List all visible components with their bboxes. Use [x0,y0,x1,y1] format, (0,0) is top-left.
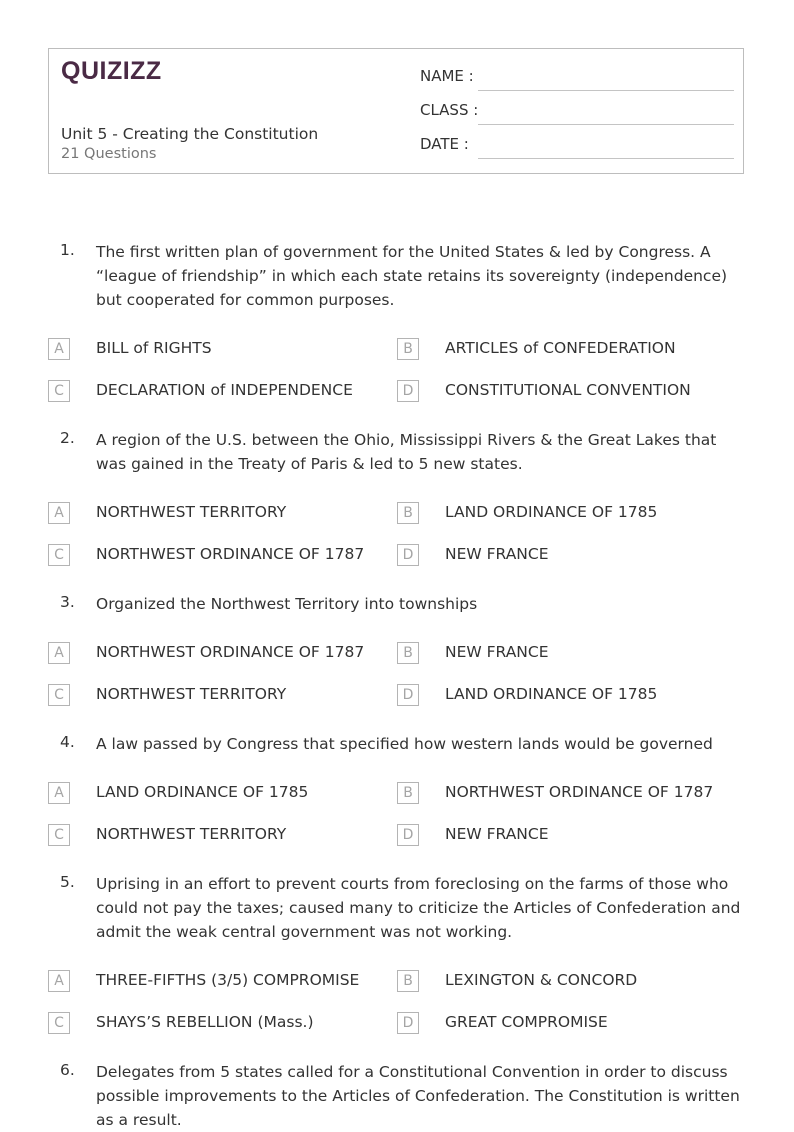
option-c-box[interactable]: C [48,380,70,402]
question-number: 1. [60,241,75,259]
option-d-text: NEW FRANCE [445,545,549,563]
option-a-text: THREE-FIFTHS (3/5) COMPROMISE [96,971,360,989]
worksheet-title: Unit 5 - Creating the Constitution [61,125,319,143]
question-number: 3. [60,593,75,611]
option-d-text: NEW FRANCE [445,825,549,843]
option-c-box[interactable]: C [48,1012,70,1034]
option-a-box[interactable]: A [48,338,70,360]
class-line[interactable] [478,124,734,125]
option-a-text: NORTHWEST TERRITORY [96,503,287,521]
class-label: CLASS : [420,101,479,119]
class-field[interactable] [420,99,734,125]
option-a-box[interactable]: A [48,970,70,992]
option-a-text: NORTHWEST ORDINANCE OF 1787 [96,643,365,661]
option-c-box[interactable]: C [48,544,70,566]
question-number: 4. [60,733,75,751]
option-a-box[interactable]: A [48,782,70,804]
date-label: DATE : [420,135,469,153]
option-c-text: SHAYS’S REBELLION (Mass.) [96,1013,314,1031]
option-d-text: GREAT COMPROMISE [445,1013,608,1031]
date-line[interactable] [478,158,734,159]
option-b-box[interactable]: B [397,782,419,804]
option-c-text: NORTHWEST TERRITORY [96,685,287,703]
name-field[interactable] [420,65,734,91]
option-a-text: BILL of RIGHTS [96,339,212,357]
option-b-box[interactable]: B [397,642,419,664]
option-d-text: LAND ORDINANCE OF 1785 [445,685,658,703]
option-a-box[interactable]: A [48,642,70,664]
option-d-box[interactable]: D [397,684,419,706]
question-count: 21 Questions [61,146,157,162]
question-text: The first written plan of government for the United States & led by Congress. A “league of friendship” in which each state retains its sovereignty (independence) but cooperated for common purposes. [96,243,728,309]
name-line[interactable] [478,90,734,91]
question-text: Uprising in an effort to prevent courts from foreclosing on the farms of those who could not pay the taxes; caused many to criticize the Articles of Confederation and admit the weak central government was not working. [96,875,741,941]
option-d-box[interactable]: D [397,824,419,846]
option-c-box[interactable]: C [48,684,70,706]
question-text: Delegates from 5 states called for a Constitutional Convention in order to discuss possible improvements to the Articles of Confederation. The Constitution is written as a result. [96,1063,740,1129]
option-c-box[interactable]: C [48,824,70,846]
option-d-box[interactable]: D [397,380,419,402]
option-b-text: LEXINGTON & CONCORD [445,971,638,989]
question-number: 6. [60,1061,75,1079]
option-a-text: LAND ORDINANCE OF 1785 [96,783,309,801]
option-b-text: NORTHWEST ORDINANCE OF 1787 [445,783,714,801]
option-b-box[interactable]: B [397,338,419,360]
option-c-text: NORTHWEST ORDINANCE OF 1787 [96,545,365,563]
option-b-text: LAND ORDINANCE OF 1785 [445,503,658,521]
option-b-text: NEW FRANCE [445,643,549,661]
option-d-text: CONSTITUTIONAL CONVENTION [445,381,691,399]
option-d-box[interactable]: D [397,544,419,566]
option-b-box[interactable]: B [397,970,419,992]
quizizz-logo: QUIZIZZ [61,57,162,85]
option-d-box[interactable]: D [397,1012,419,1034]
option-b-text: ARTICLES of CONFEDERATION [445,339,676,357]
question-number: 5. [60,873,75,891]
option-b-box[interactable]: B [397,502,419,524]
question-text: Organized the Northwest Territory into townships [96,595,478,613]
name-label: NAME : [420,67,474,85]
date-field[interactable] [420,133,734,159]
question-text: A law passed by Congress that specified how western lands would be governed [96,735,713,753]
option-c-text: DECLARATION of INDEPENDENCE [96,381,353,399]
question-number: 2. [60,429,75,447]
worksheet-header [48,48,744,174]
option-c-text: NORTHWEST TERRITORY [96,825,287,843]
question-text: A region of the U.S. between the Ohio, Mississippi Rivers & the Great Lakes that was gained in the Treaty of Paris & led to 5 new states. [96,431,717,473]
option-a-box[interactable]: A [48,502,70,524]
